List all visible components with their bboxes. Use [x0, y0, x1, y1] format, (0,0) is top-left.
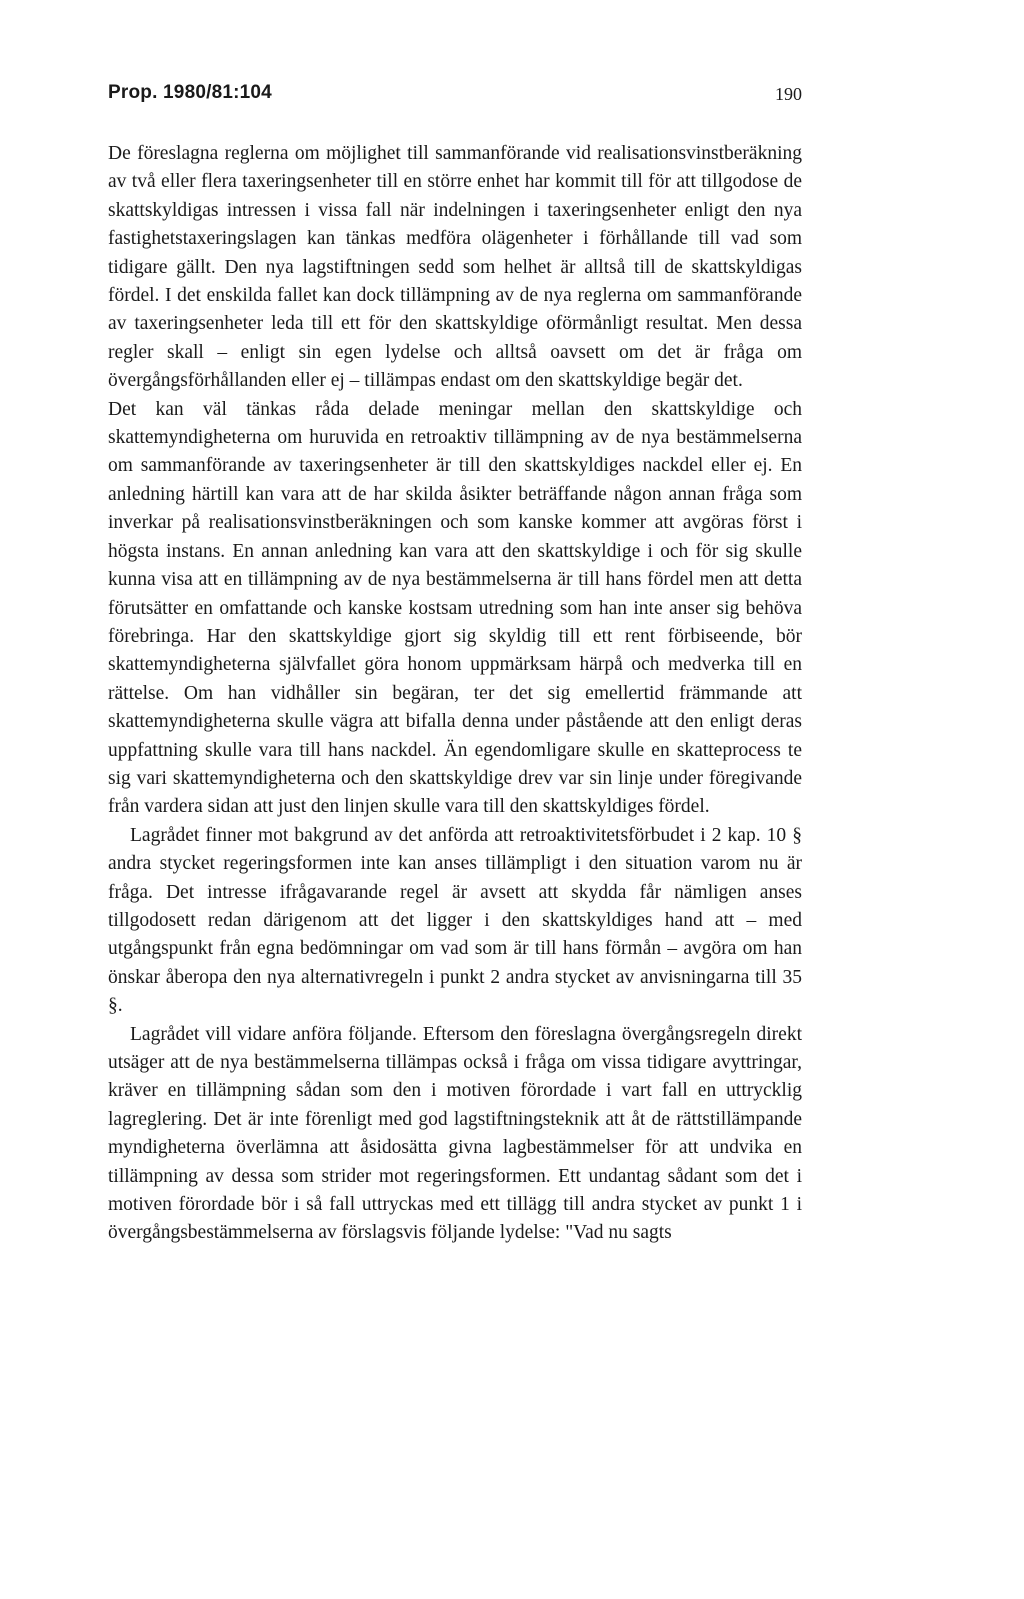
paragraph-1: De föreslagna reglerna om möjlighet till sammanförande vid realisationsvinstberäkning av två eller flera taxeringsenheter till en större enhet har kommit till för att tillgodose de skattskyldigas intressen i vissa fall när indelningen i taxeringsenheter enligt den nya fastighetstaxeringslagen kan tänkas medföra olägenheter i förhållande till vad som tidigare gällt. Den nya lagstiftningen sedd som helhet är alltså till de skattskyldigas fördel. I det enskilda fallet kan dock tillämpning av de nya reglerna om sammanförande av taxeringsenheter leda till ett för den skattskyldige oförmånligt resultat. Men dessa regler skall – enligt sin egen lydelse och alltså oavsett om det är fråga om övergångsförhållanden eller ej – tillämpas endast om den skattskyldige begär det. — [108, 143, 802, 392]
running-head: Prop. 1980/81:104 — [108, 82, 272, 103]
paragraph-3: Lagrådet finner mot bakgrund av det anförda att retroaktivitetsförbudet i 2 kap. 10 § andra stycket regeringsformen inte kan anses tillämpligt i den situation varom nu är fråga. Det intresse ifrågavarande regel är avsett att skydda får nämligen anses tillgodosett redan därigenom att det ligger i den skattskyldiges hand att – med utgångspunkt från egna bedömningar om vad som är till hans förmån – avgöra om han önskar åberopa den nya alternativregeln i punkt 2 andra stycket av anvisningarna till 35 §. — [108, 824, 802, 1017]
paragraph-4: Lagrådet vill vidare anföra följande. Eftersom den föreslagna övergångsregeln direkt utsäger att de nya bestämmelserna tillämpas också i fråga om vissa tidigare avyttringar, kräver en tillämpning sådan som den i motiven förordade i vart fall en uttrycklig lagreglering. Det är inte förenligt med god lagstiftningsteknik att åt de rättstillämpande myndigheterna överlämna att åsidosätta givna lagbestämmelser för att undvika en tillämpning av dessa som strider mot regeringsformen. Ett undantag sådant som det i motiven förordade bör i så fall uttryckas med ett tillägg till andra stycket av punkt 1 i övergångsbestämmelserna av förslagsvis följande lydelse: "Vad nu sagts — [108, 1023, 802, 1244]
paragraph-2: Det kan väl tänkas råda delade meningar mellan den skattskyldige och skattemyndigheterna om huruvida en retroaktiv tillämpning av de nya bestämmelserna om sammanförande av taxeringsenheter är till den skattskyldiges nackdel eller ej. En anledning härtill kan vara att de har skilda åsikter beträffande någon annan fråga som inverkar på realisationsvinstberäkningen och som kanske kommer att avgöras först i högsta instans. En annan anledning kan vara att den skattskyldige i och för sig skulle kunna visa att en tillämpning av de nya bestämmelserna är till hans fördel men att detta förutsätter en omfattande och kanske kostsam utredning som han inte anser sig behöva förebringa. Har den skattskyldige gjort sig skyldig till ett rent förbiseende, bör skattemyndigheterna självfallet göra honom uppmärksam härpå och medverka till en rättelse. Om han vidhåller sin begäran, ter det sig emellertid främmande att skattemyndigheterna skulle vägra att bifalla denna under påstående att den enligt deras uppfattning skulle vara till hans nackdel. Än egendomligare skulle en skatteprocess te sig vari skattemyndigheterna och den skattskyldige drev var sin linje under föregivande från vardera sidan att just den linjen skulle vara till den skattskyldiges fördel. — [108, 398, 802, 818]
page-header — [108, 82, 802, 112]
page-number: 190 — [775, 84, 802, 104]
body-text — [108, 140, 802, 1248]
